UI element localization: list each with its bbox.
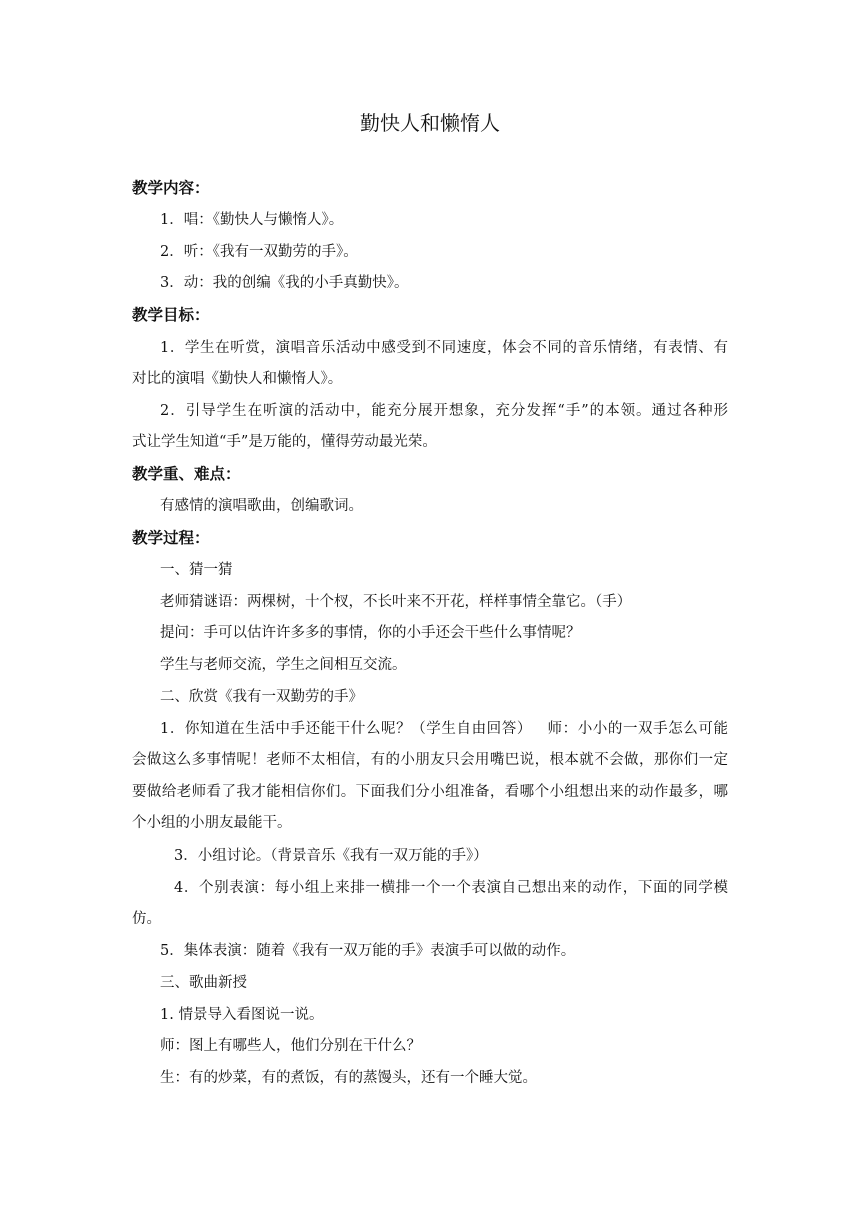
heading-teaching-goals: 教学目标：: [132, 306, 210, 324]
goals-paragraph-1-line-1: 1．学生在听赏，演唱音乐活动中感受到不同速度，体会不同的音乐情绪，有表情、有: [160, 340, 728, 356]
process-section-3-item-1: 1. 情景导入看图说一说。: [160, 1007, 324, 1023]
goals-paragraph-2-line-1: 2．引导学生在听演的活动中，能充分展开想象，充分发挥“手”的本领。通过各种形: [160, 403, 728, 419]
content-item-2: 2．听：《我有一双勤劳的手》。: [160, 244, 358, 260]
process-section-1-title: 一、猜一猜: [160, 562, 233, 578]
content-item-1: 1．唱：《勤快人与懒惰人》。: [160, 212, 344, 228]
process-section-1-exchange: 学生与老师交流，学生之间相互交流。: [160, 657, 407, 673]
process-section-3-student: 生：有的炒菜，有的煮饭，有的蒸馒头，还有一个睡大觉。: [160, 1070, 537, 1086]
process-section-1-question: 提问：手可以估许许多多的事情，你的小手还会干些什么事情呢？: [160, 625, 581, 641]
heading-key-points: 教学重、难点：: [132, 465, 241, 483]
key-points-text: 有感情的演唱歌曲，创编歌词。: [160, 498, 363, 514]
process-section-2-item-3: 3．小组讨论。（背景音乐《我有一双万能的手》）: [174, 848, 488, 864]
process-section-2-item-4-line-2: 仿。: [132, 911, 161, 927]
process-section-2-para-1-line-3: 要做给老师看了我才能相信你们。下面我们分小组准备，看哪个小组想出来的动作最多，哪: [132, 784, 728, 800]
process-section-3-title: 三、歌曲新授: [160, 975, 247, 991]
process-section-2-title: 二、欣赏《我有一双勤劳的手》: [160, 689, 363, 705]
process-section-2-para-1-line-1: 1．你知道在生活中手还能干什么呢？（学生自由回答） 师：小小的一双手怎么可能: [160, 721, 728, 737]
process-section-1-riddle: 老师猜谜语：两棵树，十个杈，不长叶来不开花，样样事情全靠它。（手）: [160, 594, 632, 610]
process-section-2-item-4-line-1: 4．个别表演：每小组上来排一横排一个一个表演自己想出来的动作，下面的同学模: [174, 880, 728, 896]
goals-paragraph-2-line-2: 式让学生知道“手”是万能的，懂得劳动最光荣。: [132, 434, 437, 450]
process-section-2-para-1-line-4: 个小组的小朋友最能干。: [132, 815, 292, 831]
content-item-3: 3．动：我的创编《我的小手真勤快》。: [160, 275, 409, 291]
document-title: 勤快人和懒惰人: [360, 111, 500, 135]
heading-teaching-process: 教学过程：: [132, 529, 210, 547]
heading-teaching-content: 教学内容：: [132, 179, 210, 197]
process-section-3-teacher: 师：图上有哪些人，他们分别在干什么？: [160, 1038, 421, 1054]
process-section-2-item-5: 5．集体表演：随着《我有一双万能的手》表演手可以做的动作。: [160, 943, 576, 959]
process-section-2-para-1-line-2: 会做这么多事情呢！老师不太相信，有的小朋友只会用嘴巴说，根本就不会做，那你们一定: [132, 752, 728, 768]
goals-paragraph-1-line-2: 对比的演唱《勤快人和懒惰人》。: [132, 371, 343, 387]
